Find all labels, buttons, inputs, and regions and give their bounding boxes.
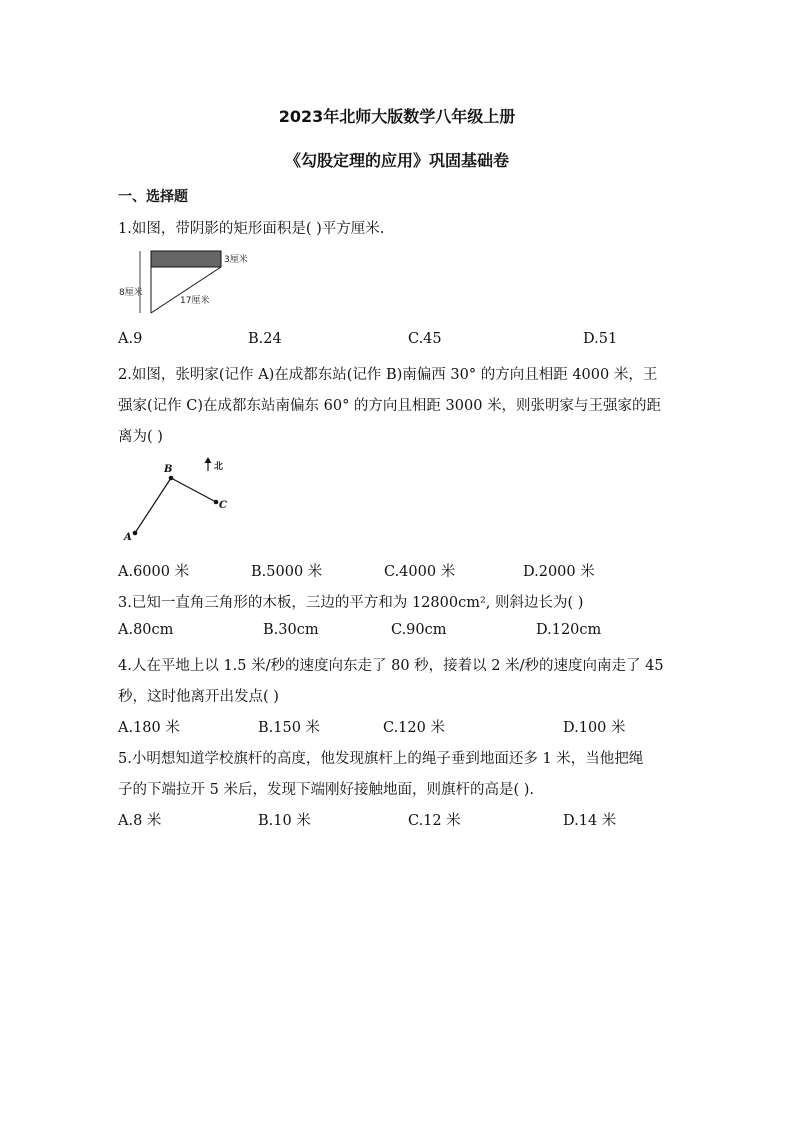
section-heading: 一、选择题 [118, 189, 188, 205]
q2-option-c: C.4000 米 [384, 564, 456, 580]
q3-option-c: C.90cm [391, 622, 447, 638]
q5-option-d: D.14 米 [563, 813, 617, 829]
point-b [169, 476, 174, 481]
q2-option-a: A.6000 米 [118, 564, 190, 580]
question-2-stem-line-2: 强家(记作 C)在成都东站南偏东 60° 的方向且相距 3000 米，则张明家与王强家的距 [118, 398, 662, 414]
question-2-figure [118, 452, 238, 547]
question-5-stem-line-1: 5.小明想知道学校旗杆的高度，他发现旗杆上的绳子垂到地面还多 1 米，当他把绳 [118, 751, 644, 767]
q5-option-a: A.8 米 [118, 813, 162, 829]
north-label: 北 [214, 462, 224, 472]
point-c [214, 500, 219, 505]
question-3-stem: 3.已知一直角三角形的木板，三边的平方和为 12800cm², 则斜边长为( ) [118, 595, 584, 611]
point-a [133, 531, 138, 536]
q4-option-c: C.120 米 [383, 720, 445, 736]
north-arrow-head [205, 457, 212, 463]
label-b: B [164, 464, 173, 475]
question-4-stem-line-2: 秒，这时他离开出发点( ) [118, 689, 279, 705]
q5-option-b: B.10 米 [258, 813, 311, 829]
segment-bc [171, 478, 216, 502]
q1-option-b: B.24 [248, 331, 282, 347]
height-label: 8厘米 [119, 288, 143, 298]
width-label: 3厘米 [224, 255, 248, 265]
document-title: 2023年北师大版数学八年级上册 [278, 107, 516, 126]
q4-option-b: B.150 米 [258, 720, 321, 736]
document-subtitle: 《勾股定理的应用》巩固基础卷 [284, 151, 509, 170]
label-a: A [124, 532, 132, 543]
diagonal-label: 17厘米 [180, 296, 210, 306]
q3-option-d: D.120cm [536, 622, 602, 638]
question-1-stem: 1.如图，带阴影的矩形面积是( )平方厘米. [118, 221, 385, 237]
q1-option-d: D.51 [583, 331, 618, 347]
question-5-stem-line-2: 子的下端拉开 5 米后，发现下端刚好接触地面，则旗杆的高是( ). [118, 782, 534, 798]
shaded-rectangle [151, 251, 221, 267]
q3-option-a: A.80cm [118, 622, 174, 638]
q4-option-a: A.180 米 [118, 720, 180, 736]
q5-option-c: C.12 米 [408, 813, 461, 829]
q1-option-a: A.9 [118, 331, 143, 347]
q2-option-b: B.5000 米 [251, 564, 323, 580]
diagonal-line [151, 267, 221, 313]
question-4-stem-line-1: 4.人在平地上以 1.5 米/秒的速度向东走了 80 秒，接着以 2 米/秒的速度向南走了 45 [118, 658, 664, 674]
q1-option-c: C.45 [408, 331, 442, 347]
question-1-figure [118, 243, 248, 321]
question-2-stem-line-3: 离为( ) [118, 429, 163, 445]
q3-option-b: B.30cm [263, 622, 319, 638]
q2-option-d: D.2000 米 [523, 564, 595, 580]
segment-ab [135, 478, 171, 533]
q4-option-d: D.100 米 [563, 720, 626, 736]
question-2-stem-line-1: 2.如图，张明家(记作 A)在成都东站(记作 B)南偏西 30° 的方向且相距 4000 米，王 [118, 367, 658, 383]
label-c: C [219, 500, 227, 511]
